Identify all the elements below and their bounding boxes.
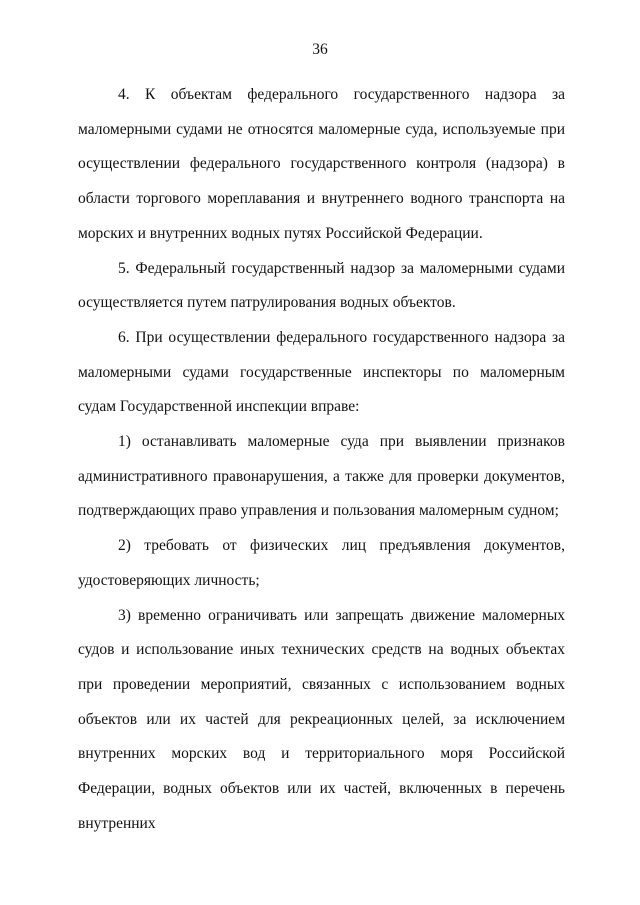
paragraph-item-4: 4. К объектам федерального государственного надзора за маломерными судами не относятся маломерные суда, используемые при осуществлении федерального государственного контроля (надзора) в области торгового мореплавания и внутреннего водного транспорта на морских и внутренних водных путях Российской Федерации. (78, 86, 565, 242)
page-number: 36 (312, 41, 328, 58)
paragraph-item-6: 6. При осуществлении федерального государственного надзора за маломерными судами государственные инспекторы по маломерным судам Государственной инспекции вправе: (78, 328, 565, 416)
subparagraph-1: 1) останавливать маломерные суда при выявлении признаков административного правонарушения, а также для проверки документов, подтверждающих право управления и пользования маломерным судном; (78, 433, 565, 520)
paragraph-item-5: 5. Федеральный государственный надзор за маломерными судами осуществляется путем патрулирования водных объектов. (78, 259, 565, 312)
subparagraph-3: 3) временно ограничивать или запрещать движение маломерных судов и использование иных технических средств на водных объектах при проведении мероприятий, связанных с использованием водных объектов или их частей для рекреационных целей, за исключением внутренних морских вод и территориального моря Российской Федерации, водных объектов или их частей, включенных в перечень внутренних (78, 606, 565, 832)
document-body (78, 78, 565, 841)
subparagraph-2: 2) требовать от физических лиц предъявления документов, удостоверяющих личность; (78, 537, 565, 589)
